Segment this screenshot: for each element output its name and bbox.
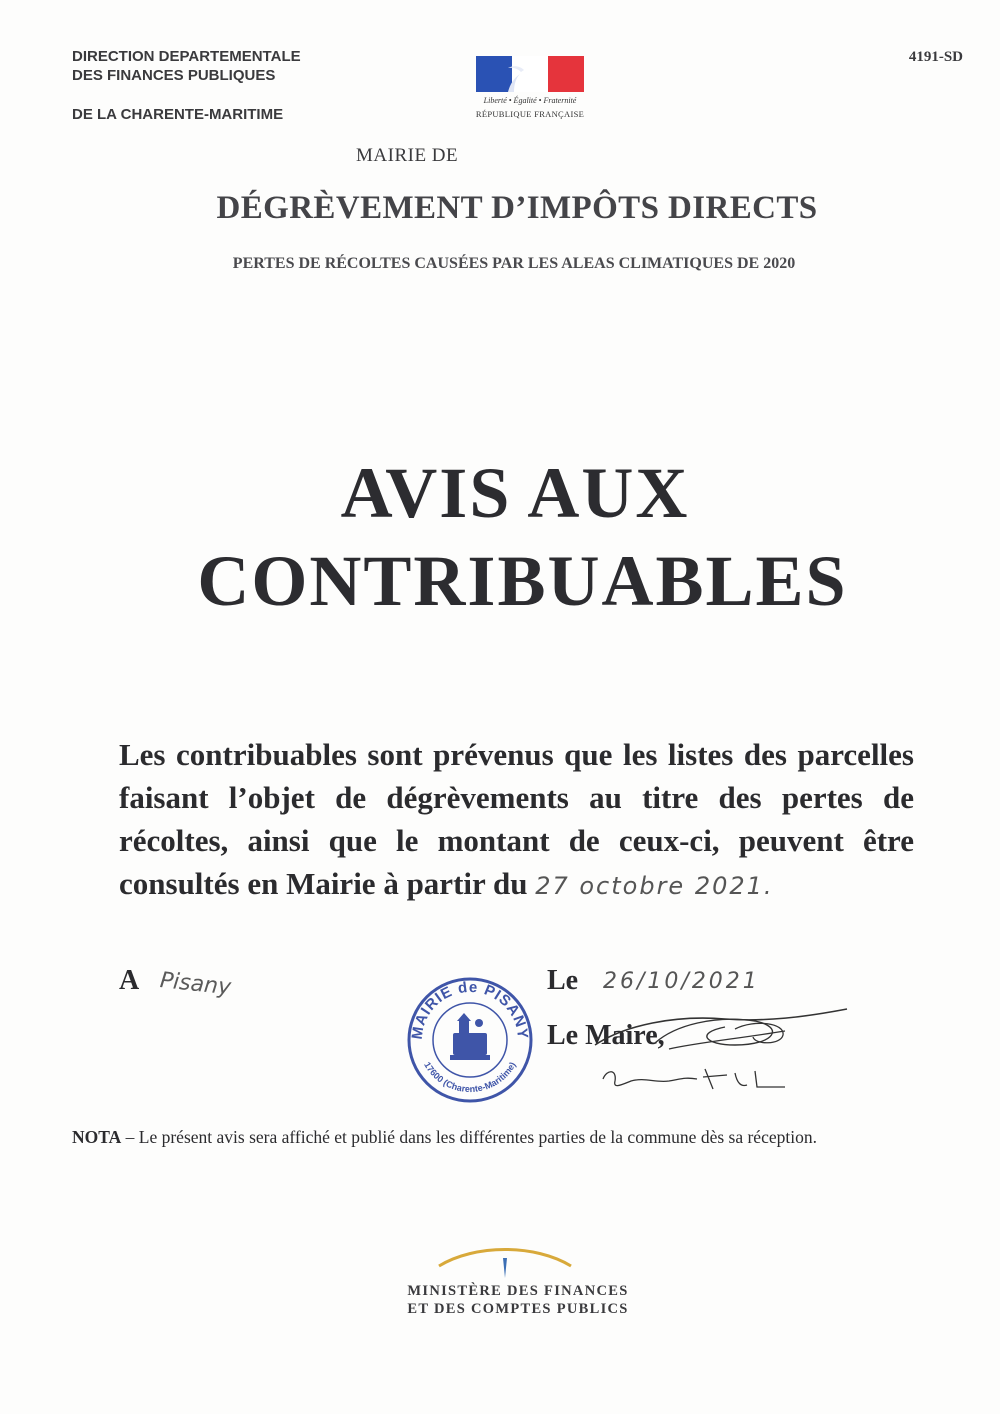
nota-note	[72, 1127, 817, 1148]
republique-francaise-logo	[474, 56, 586, 124]
handwritten-place: Pisany	[158, 968, 233, 1001]
notice-heading-line-1: AVIS AUX	[340, 453, 690, 533]
marianne-flag-icon	[476, 56, 584, 92]
ministry-line-1: MINISTÈRE DES FINANCES	[407, 1283, 629, 1299]
mayor-label: Le Maire,	[547, 1020, 665, 1051]
marianne-profile-icon	[500, 56, 560, 92]
stamp-bottom-text: 17600 (Charente-Maritime)	[422, 1060, 518, 1095]
document-title: DÉGRÈVEMENT D’IMPÔTS DIRECTS	[216, 190, 818, 226]
date-prefix: Le	[547, 965, 579, 996]
republic-motto: Liberté • Égalité • Fraternité	[483, 96, 577, 105]
republic-name: RÉPUBLIQUE FRANÇAISE	[475, 109, 585, 119]
handwritten-date: 26/10/2021	[603, 969, 760, 994]
place-prefix: A	[119, 965, 140, 996]
notice-heading-line-2: CONTRIBUABLES	[197, 541, 848, 621]
department-line-1: DIRECTION DEPARTEMENTALE	[72, 48, 301, 65]
svg-text:MAIRIE de PISANY	[409, 979, 532, 1041]
nota-text: – Le présent avis sera affiché et publié dans les différentes parties de la commune dès sa réception.	[121, 1127, 817, 1147]
ministry-arc-icon	[435, 1242, 575, 1282]
document-subtitle: PERTES DE RÉCOLTES CAUSÉES PAR LES ALEAS CLIMATIQUES DE 2020	[232, 255, 796, 272]
department-line-2: DES FINANCES PUBLIQUES	[72, 67, 276, 84]
nota-label: NOTA	[72, 1127, 122, 1147]
ministry-line-2: ET DES COMPTES PUBLICS	[407, 1301, 629, 1317]
notice-body-text: Les contribuables sont prévenus que les listes des parcelles faisant l’objet de dégrèvements au titre des pertes de récoltes, ainsi que le montant de ceux-ci, peuvent être consultés en Mairie à partir du	[119, 737, 914, 901]
handwritten-start-date: 27 octobre 2021.	[535, 872, 774, 900]
stamp-top-text: MAIRIE de PISANY	[408, 978, 532, 1041]
notice-body	[119, 733, 914, 908]
department-line-3: DE LA CHARENTE-MARITIME	[72, 106, 284, 123]
mairie-label: MAIRIE DE	[356, 145, 459, 166]
mairie-stamp-icon	[405, 975, 535, 1105]
form-code: 4191-SD	[908, 49, 963, 65]
mayor-signature-icon	[585, 1005, 855, 1095]
